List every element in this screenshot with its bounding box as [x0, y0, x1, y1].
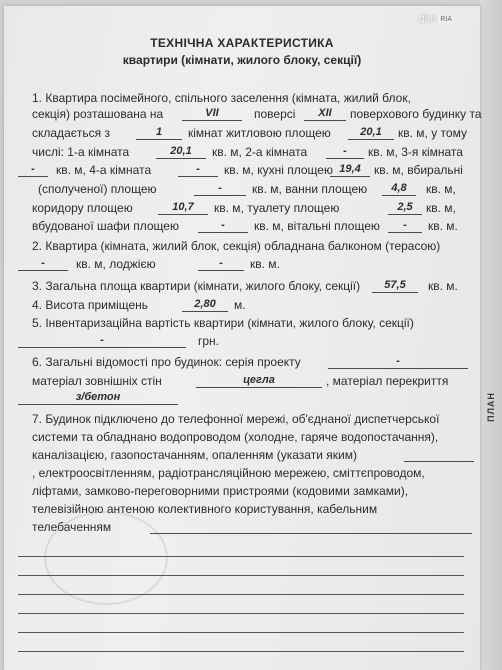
loggia-field: - — [198, 256, 244, 271]
faded-stamp — [44, 511, 168, 605]
s2-line1: 2. Квартира (кімната, жилий блок, секція) обладнана балконом (терасою) — [32, 239, 441, 253]
ruled-line — [18, 613, 464, 614]
s1-line7: коридору площею 10,7 кв. м, туалету площею 2,5 кв. м, — [32, 201, 456, 215]
s6-line3 — [18, 390, 218, 406]
ceiling-height-field: 2,80 — [182, 297, 228, 312]
s5-line: 5. Інвентаризаційна вартість квартири (кімнати, жилого блоку, секції) — [32, 316, 414, 330]
s7-line3: каналізацією, газопостачанням, опаленням (указати яким) — [32, 447, 472, 463]
s1-line6: (сполученої) площею - кв. м, ванни площею 4,8 кв. м, — [38, 182, 456, 196]
total-area-field: 57,5 — [372, 278, 418, 293]
s3-line: 3. Загальна площа квартири (кімнати, жилого блоку, секції) 57,5 кв. м. — [32, 279, 458, 293]
s1-line3: складається з 1 кімнат житловою площею 20,1 кв. м, у тому — [32, 126, 467, 140]
adjacent-page-strip — [480, 0, 502, 670]
ruled-line — [18, 575, 464, 576]
cable-tv-field — [150, 519, 472, 534]
project-series-field: - — [328, 354, 468, 369]
floors-total-field: XII — [304, 106, 346, 121]
corridor-field: 10,7 — [158, 200, 208, 215]
combined-toilet-field: - — [194, 181, 246, 196]
wall-material-field: цегла — [196, 373, 322, 388]
s7-line5: ліфтами, замково-переговорними пристроями (кодовими замками), — [32, 484, 409, 498]
balcony-field: - — [18, 256, 68, 271]
living-area-field: 20,1 — [348, 125, 394, 140]
s7-line4: , електроосвітленням, радіотрансляційною мережею, сміттєпроводом, — [32, 466, 425, 480]
s1-line8: вбудованої шафи площею - кв. м, вітальні площею - кв. м. — [32, 219, 458, 233]
s4-line: 4. Висота приміщень 2,80 м. — [32, 298, 246, 312]
wardrobe-field: - — [198, 218, 248, 233]
s5-value-line: - грн. — [18, 333, 278, 349]
document-subtitle: квартири (кімнати, жилого блоку, секції) — [122, 53, 362, 67]
s7-line2: системи та обладнано водопроводом (холодне, гаряче водопостачання), — [32, 430, 439, 444]
s2-line2: - кв. м, лоджією - кв. м. — [18, 256, 458, 272]
rooms-count-field: 1 — [136, 125, 182, 140]
lounge-field: - — [388, 218, 422, 233]
kitchen-field: 19,4 — [330, 162, 370, 177]
s7-line7: телебаченням — [32, 519, 472, 535]
s1-line5: - кв. м, 4-а кімната - кв. м, кухні площею 19,4 кв. м, вбиральні — [18, 162, 472, 178]
ruled-line — [18, 632, 464, 633]
ruled-line — [18, 651, 464, 652]
plan-side-tab: ПЛАН — [486, 392, 497, 422]
room2-field: - — [326, 144, 364, 159]
s1-line4: числі: 1-а кімната 20,1 кв. м, 2-а кімната - кв. м, 3-я кімната — [32, 145, 463, 159]
s7-line1: 7. Будинок підключено до телефонної мережі, об'єднаної диспетчерської — [32, 412, 440, 426]
s1-line1: 1. Квартира посімейного, спільного заселення (кімната, жилий блок, — [32, 91, 411, 105]
room3-field: - — [18, 162, 48, 177]
ruled-line — [18, 556, 464, 557]
s1-line2: секція) розташована на VII поверсі XII поверхового будинку та — [32, 107, 482, 121]
floor-field: VII — [182, 106, 242, 121]
wc-field: 2,5 — [388, 200, 422, 215]
room1-field: 20,1 — [156, 144, 206, 159]
room4-field: - — [178, 162, 218, 177]
s6-line1: 6. Загальні відомості про будинок: серія проекту - — [32, 354, 472, 370]
dim-ria-watermark: dim RIA — [418, 13, 452, 25]
s7-line6: телевізійною антеною колективного користування, кабельним — [32, 502, 378, 516]
ceiling-material-field: з/бетон — [18, 390, 178, 405]
bath-field: 4,8 — [382, 181, 416, 196]
s6-line2: матеріал зовнішніх стін цегла , матеріал перекриття — [32, 374, 449, 388]
document-page — [4, 6, 480, 670]
inventory-value-field: - — [18, 333, 186, 348]
heating-type-field — [404, 447, 474, 462]
document-title: ТЕХНІЧНА ХАРАКТЕРИСТИКА — [150, 36, 334, 50]
ruled-line — [18, 594, 464, 595]
